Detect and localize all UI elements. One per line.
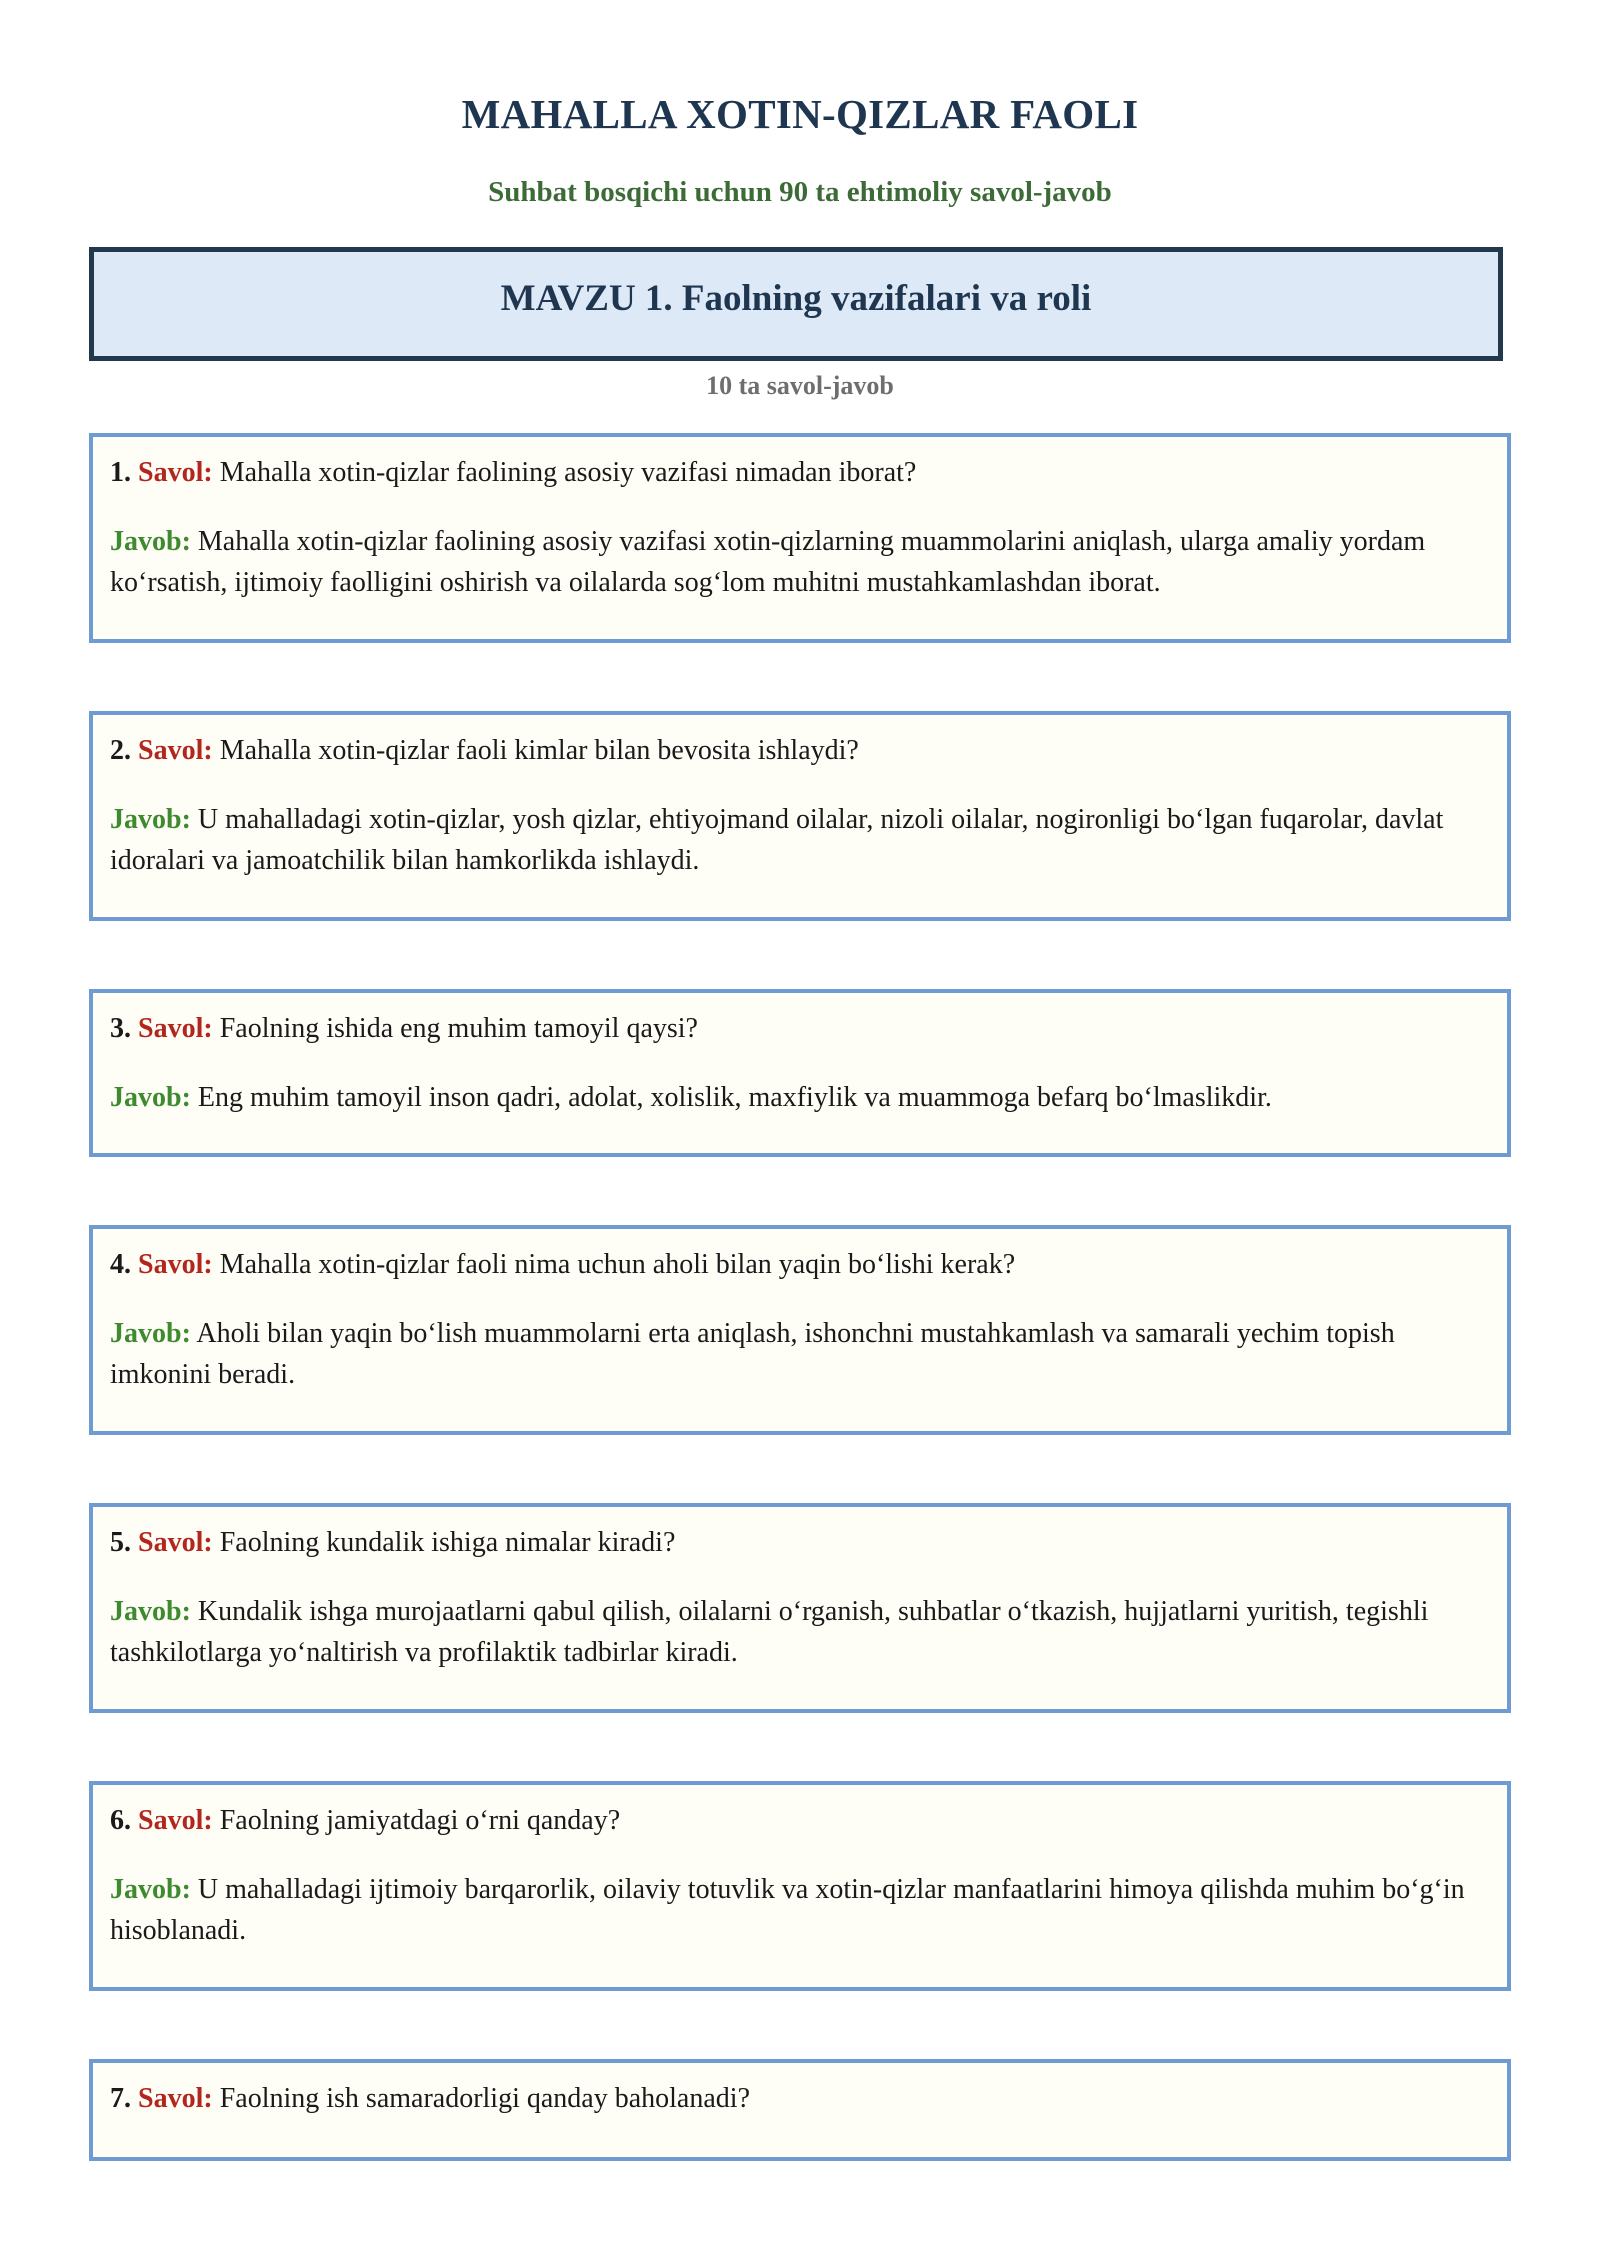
question-label: Savol: [138, 735, 213, 766]
answer-paragraph [110, 799, 1490, 881]
answer-text: Aholi bilan yaqin bo‘lish muammolarni erta aniqlash, ishonchni mustahkamlash va samarali yechim topish imkonini beradi. [110, 1318, 1395, 1390]
answer-label: Javob: [110, 526, 191, 557]
question-number: 7. [110, 2083, 131, 2114]
topic-title: MAVZU 1. Faolning vazifalari va roli [500, 278, 1092, 319]
question-text: Faolning kundalik ishiga nimalar kiradi? [219, 1527, 676, 1558]
question-text: Faolning jamiyatdagi o‘rni qanday? [219, 1805, 621, 1836]
topic-question-count: 10 ta savol-javob [706, 371, 894, 400]
answer-label: Javob: [110, 804, 191, 835]
question-line [110, 453, 1490, 493]
question-text: Faolning ishida eng muhim tamoyil qaysi? [219, 1013, 698, 1044]
question-line [110, 1801, 1490, 1841]
answer-paragraph [110, 1313, 1490, 1395]
answer-paragraph [110, 1077, 1490, 1118]
question-label: Savol: [138, 1013, 213, 1044]
qa-item [89, 989, 1511, 1157]
question-line [110, 731, 1490, 771]
answer-label: Javob: [110, 1596, 191, 1627]
answer-text: U mahalladagi xotin-qizlar, yosh qizlar, ehtiyojmand oilalar, nizoli oilalar, nogironligi bo‘lgan fuqarolar, davlat idoralari va jamoatchilik bilan hamkorlikda ishlaydi. [110, 804, 1444, 876]
document-subtitle: Suhbat bosqichi uchun 90 ta ehtimoliy savol-javob [488, 176, 1112, 208]
question-number: 4. [110, 1249, 131, 1280]
topic-header-box [89, 247, 1503, 361]
question-label: Savol: [138, 1527, 213, 1558]
answer-paragraph [110, 1591, 1490, 1673]
qa-item [89, 1781, 1511, 1991]
question-number: 1. [110, 457, 131, 488]
qa-item [89, 1225, 1511, 1435]
answer-paragraph [110, 521, 1490, 603]
question-label: Savol: [138, 457, 213, 488]
question-text: Mahalla xotin-qizlar faolining asosiy vazifasi nimadan iborat? [219, 457, 917, 488]
question-number: 6. [110, 1805, 131, 1836]
qa-item [89, 2059, 1511, 2161]
question-label: Savol: [138, 1249, 213, 1280]
question-line [110, 1523, 1490, 1563]
answer-label: Javob: [110, 1082, 191, 1113]
qa-item [89, 711, 1511, 921]
answer-paragraph [110, 1869, 1490, 1951]
qa-item [89, 433, 1511, 643]
question-line [110, 2079, 1490, 2119]
question-text: Mahalla xotin-qizlar faoli nima uchun aholi bilan yaqin bo‘lishi kerak? [219, 1249, 1016, 1280]
document-title: MAHALLA XOTIN-QIZLAR FAOLI [461, 91, 1139, 137]
answer-text: Eng muhim tamoyil inson qadri, adolat, xolislik, maxfiylik va muammoga befarq bo‘lmaslikdir. [197, 1082, 1272, 1113]
answer-label: Javob: [110, 1874, 191, 1905]
question-text: Mahalla xotin-qizlar faoli kimlar bilan bevosita ishlaydi? [219, 735, 859, 766]
question-number: 2. [110, 735, 131, 766]
answer-text: U mahalladagi ijtimoiy barqarorlik, oilaviy totuvlik va xotin-qizlar manfaatlarini himoya qilishda muhim bo‘g‘in hisoblanadi. [110, 1874, 1465, 1946]
answer-text: Kundalik ishga murojaatlarni qabul qilish, oilalarni o‘rganish, suhbatlar o‘tkazish, hujjatlarni yuritish, tegishli tashkilotlarga yo‘naltirish va profilaktik tadbirlar kiradi. [110, 1596, 1429, 1668]
question-label: Savol: [138, 1805, 213, 1836]
question-line [110, 1245, 1490, 1285]
question-number: 5. [110, 1527, 131, 1558]
question-number: 3. [110, 1013, 131, 1044]
answer-label: Javob: [110, 1318, 191, 1349]
question-line [110, 1009, 1490, 1049]
answer-text: Mahalla xotin-qizlar faolining asosiy vazifasi xotin-qizlarning muammolarini aniqlash, ularga amaliy yordam ko‘rsatish, ijtimoiy faolligini oshirish va oilalarda sog‘lom muhitni mustahkamlashdan iborat. [110, 526, 1426, 598]
qa-item [89, 1503, 1511, 1713]
question-label: Savol: [138, 2083, 213, 2114]
question-text: Faolning ish samaradorligi qanday baholanadi? [219, 2083, 750, 2114]
